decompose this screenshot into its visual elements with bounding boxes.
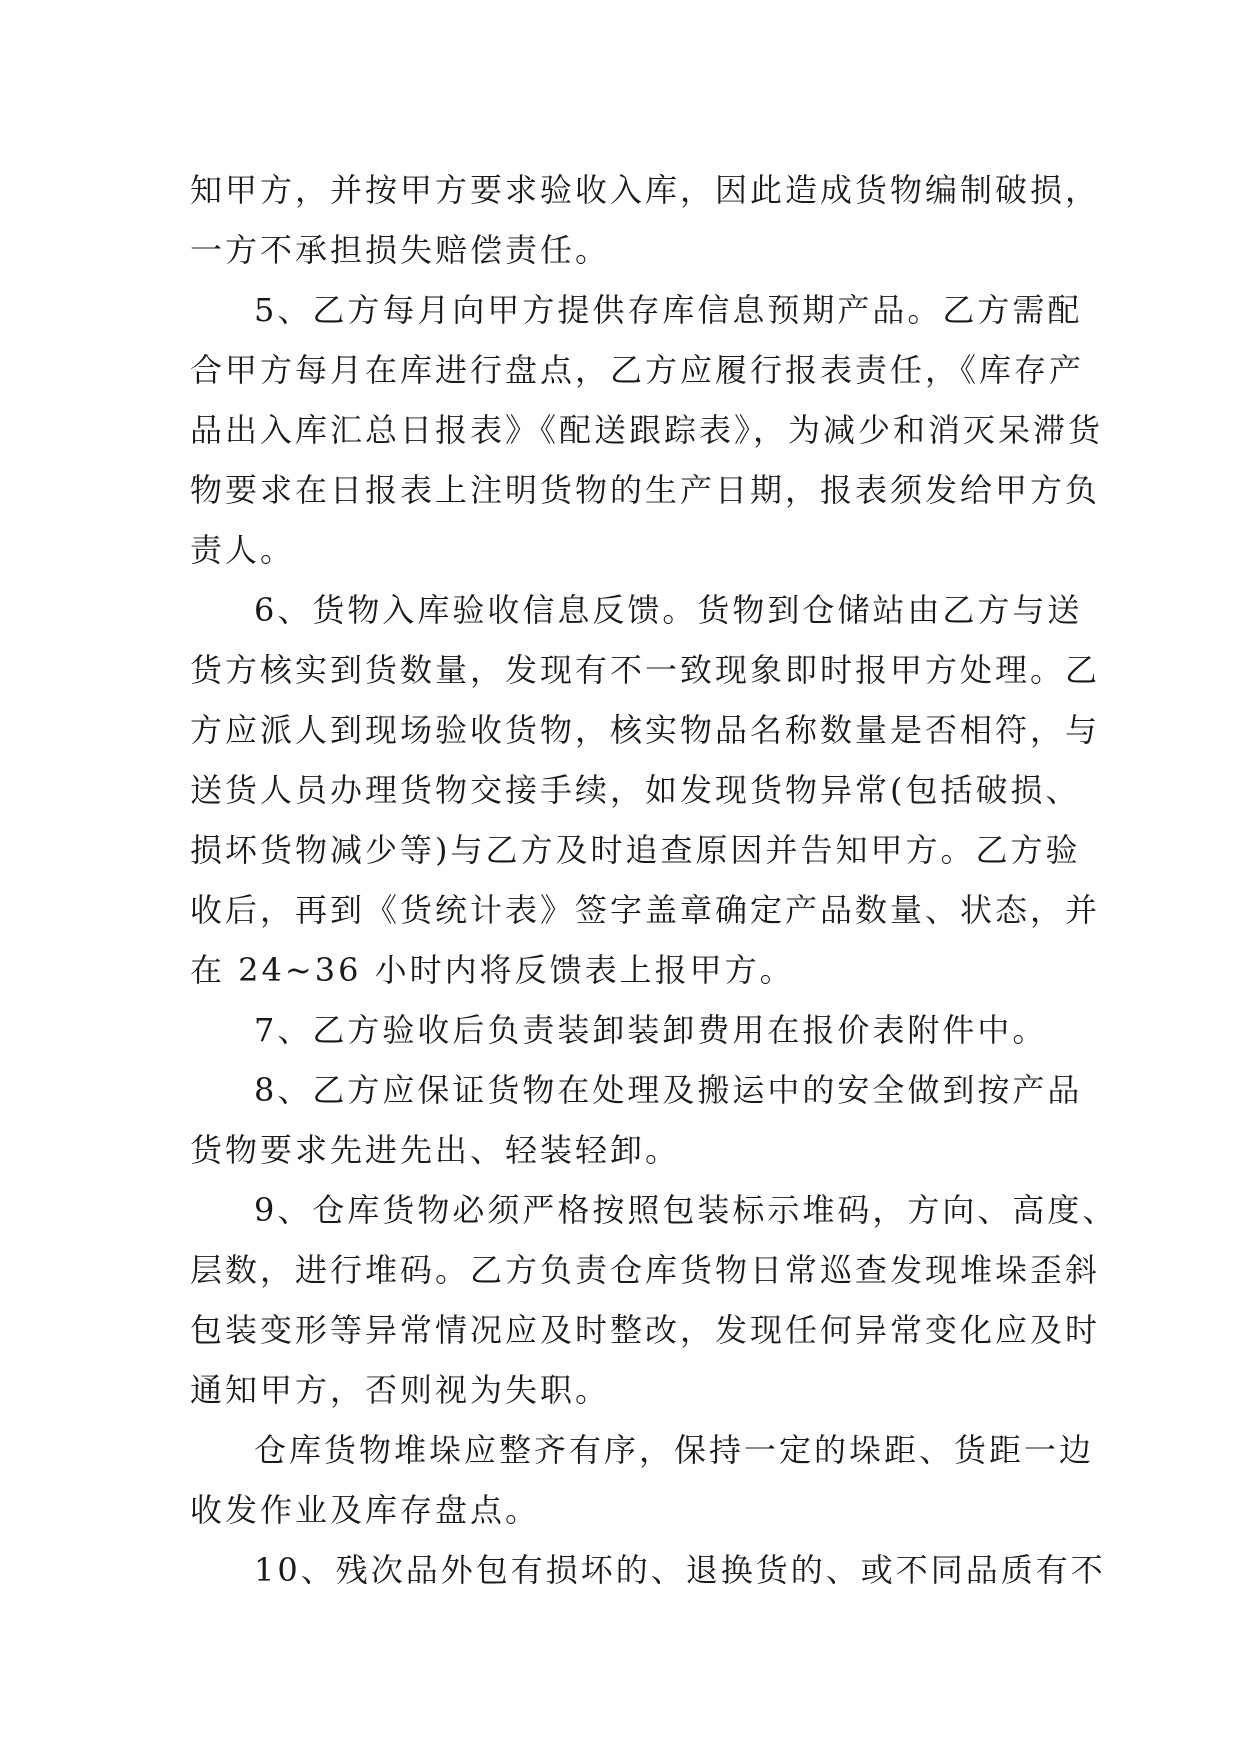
text-line: 收后，再到《货统计表》签字盖章确定产品数量、状态，并	[190, 891, 1101, 929]
text-line: 知甲方，并按甲方要求验收入库，因此造成货物编制破损，	[190, 171, 1101, 209]
text-line: 6、货物入库验收信息反馈。货物到仓储站由乙方与送	[254, 591, 1083, 629]
text-line: 仓库货物堆垛应整齐有序，保持一定的垛距、货距一边	[254, 1431, 1095, 1469]
text-line: 收发作业及库存盘点。	[190, 1491, 541, 1529]
text-line: 合甲方每月在库进行盘点，乙方应履行报表责任，《库存产	[190, 351, 1085, 389]
text-line: 损坏货物减少等)与乙方及时追查原因并告知甲方。乙方验	[190, 831, 1081, 869]
document-body	[190, 160, 1118, 1600]
text-line: 在 24~36 小时内将反馈表上报甲方。	[190, 951, 795, 989]
text-line: 10、残次品外包有损坏的、退换货的、或不同品质有不	[254, 1551, 1106, 1589]
text-line: 方应派人到现场验收货物，核实物品名称数量是否相符，与	[190, 711, 1101, 749]
text-line: 送货人员办理货物交接手续，如发现货物异常(包括破损、	[190, 771, 1081, 809]
text-line: 层数，进行堆码。乙方负责仓库货物日常巡查发现堆垛歪斜	[190, 1251, 1101, 1289]
text-line: 货方核实到货数量，发现有不一致现象即时报甲方处理。乙	[190, 651, 1101, 689]
text-line: 7、乙方验收后负责装卸装卸费用在报价表附件中。	[254, 1011, 1048, 1049]
text-line: 8、乙方应保证货物在处理及搬运中的安全做到按产品	[254, 1071, 1083, 1109]
text-line: 物要求在日报表上注明货物的生产日期，报表须发给甲方负	[190, 471, 1101, 509]
text-line: 货物要求先进先出、轻装轻卸。	[190, 1131, 681, 1169]
text-line: 包装变形等异常情况应及时整改，发现任何异常变化应及时	[190, 1311, 1101, 1349]
text-line: 通知甲方，否则视为失职。	[190, 1371, 611, 1409]
text-line: 5、乙方每月向甲方提供存库信息预期产品。乙方需配	[254, 291, 1083, 329]
text-line: 9、仓库货物必须严格按照包装标示堆码，方向、高度、	[254, 1191, 1118, 1229]
text-line: 一方不承担损失赔偿责任。	[190, 231, 611, 269]
text-line: 品出入库汇总日报表》《配送跟踪表》，为减少和消灭呆滞货	[190, 411, 1104, 449]
text-line: 责人。	[190, 531, 296, 569]
